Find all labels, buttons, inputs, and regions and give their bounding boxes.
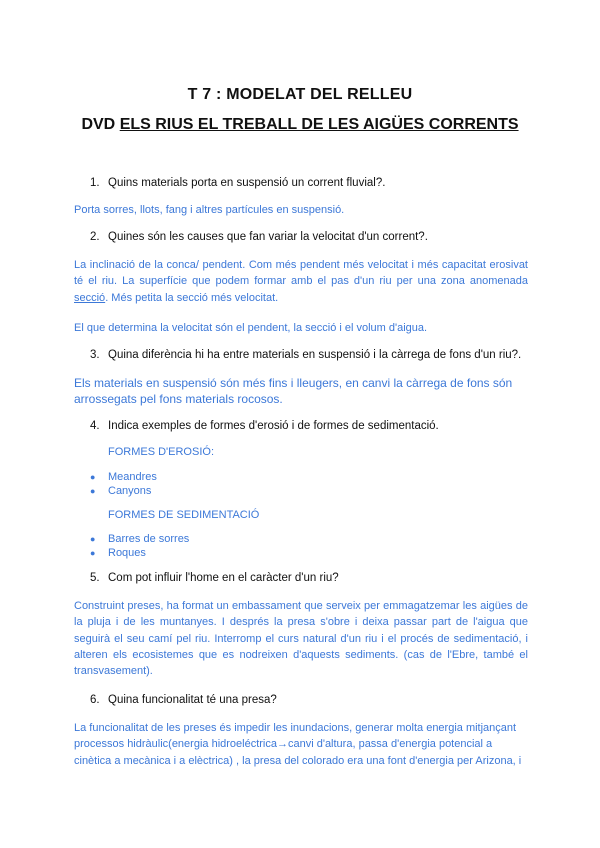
list-item-text: Canyons <box>108 485 152 497</box>
question-number: 5. <box>90 572 100 584</box>
answer-2-part2: . Més petita la secció més velocitat. <box>105 291 279 304</box>
question-text: Quins materials porta en suspensió un corrent fluvial?. <box>108 177 386 189</box>
document-subtitle <box>0 116 600 134</box>
subtitle-underlined: ELS RIUS EL TREBALL DE LES AIGÜES CORRENTS <box>119 116 519 133</box>
erosion-heading: FORMES D'EROSIÓ: <box>108 446 214 458</box>
question-number: 2. <box>90 231 100 243</box>
list-item <box>90 547 146 559</box>
question-1 <box>90 177 385 189</box>
answer-5: Construint preses, ha format un embassament que serveix per emmagatzemar les aigües de la pluja i de les muntanyes. I després la presa s'obre i deixa passar part de l'aigua que seguirà el seu camí pel riu. Interromp el curs natural d'un riu i el procés de sedimentació, i alteren els ecosistemes que es nodreixen d'aquests sediments. (cas de l'Ebre, també el transvasement). <box>74 600 528 678</box>
question-3 <box>90 349 521 361</box>
subtitle-prefix: DVD <box>81 116 120 133</box>
question-number: 3. <box>90 349 100 361</box>
list-item-text: Barres de sorres <box>108 533 190 545</box>
bullet-icon: ● <box>90 548 96 558</box>
bullet-icon: ● <box>90 486 96 496</box>
question-text: Indica exemples de formes d'erosió i de formes de sedimentació. <box>108 420 439 432</box>
answer-2-underlined: secció <box>74 291 106 304</box>
list-item-text: Roques <box>108 547 146 559</box>
question-text: Quina diferència hi ha entre materials en suspensió i la càrrega de fons d'un riu?. <box>108 349 522 361</box>
list-item <box>90 485 151 497</box>
answer-3: Els materials en suspensió són més fins i lleugers, en canvi la càrrega de fons són arrossegats pel fons materials rocosos. <box>74 376 513 406</box>
answer-1: Porta sorres, llots, fang i altres partícules en suspensió. <box>74 204 345 216</box>
answer-2 <box>74 257 528 306</box>
document-title: T 7 : MODELAT DEL RELLEU <box>187 86 413 103</box>
question-text: Quines són les causes que fan variar la velocitat d'un corrent?. <box>108 231 428 243</box>
question-text: Com pot influir l'home en el caràcter d'un riu? <box>108 572 339 584</box>
question-text: Quina funcionalitat té una presa? <box>108 694 277 706</box>
sedimentation-heading: FORMES DE SEDIMENTACIÓ <box>108 509 260 521</box>
answer-2-part1: La inclinació de la conca/ pendent. Com més pendent més velocitat i més capacitat erosivat té el riu. La superfície que podem formar amb el pas d'un riu per una zona anomenada <box>74 259 528 288</box>
answer-6: La funcionalitat de les preses és impedir les inundacions, generar molta energia mitjançant processos hidràulic(energia hidroeléctrica→canvi d'altura, passa d'energia potencial a cinètica a mecànica i a elèctrica) , la presa del colorado era una font d'energia per Arizona, i <box>74 722 522 767</box>
question-5 <box>90 572 339 584</box>
bullet-icon: ● <box>90 472 96 482</box>
list-item-text: Meandres <box>108 471 157 483</box>
question-6 <box>90 694 277 706</box>
question-number: 1. <box>90 177 100 189</box>
list-item <box>90 533 189 545</box>
question-number: 4. <box>90 420 100 432</box>
bullet-icon: ● <box>90 534 96 544</box>
list-item <box>90 471 157 483</box>
answer-2b: El que determina la velocitat són el pendent, la secció i el volum d'aigua. <box>74 322 428 334</box>
question-number: 6. <box>90 694 100 706</box>
question-4 <box>90 420 439 432</box>
question-2 <box>90 231 428 243</box>
